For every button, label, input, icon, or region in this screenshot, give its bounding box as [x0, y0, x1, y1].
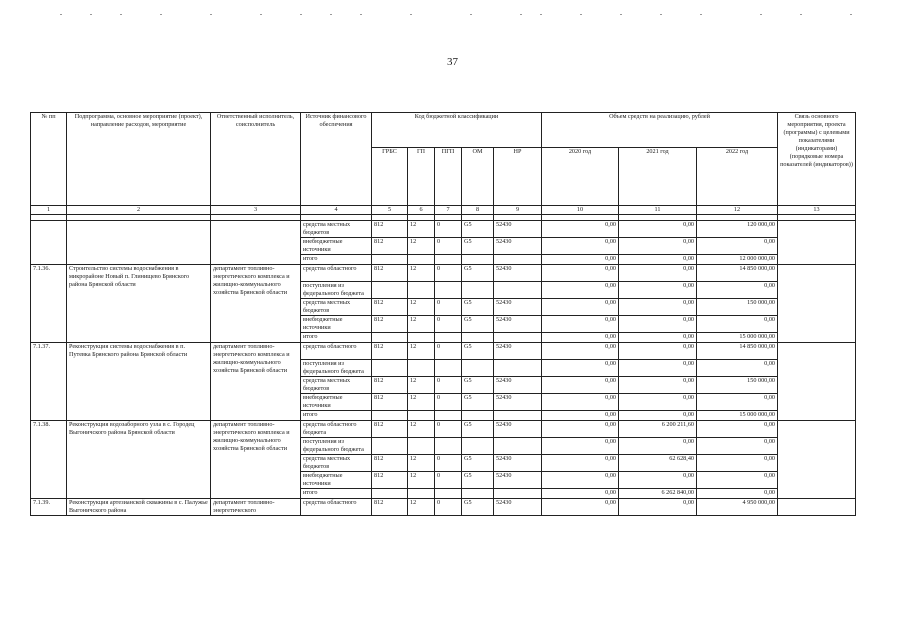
- value-2022-cell: 15 000 000,00: [697, 411, 778, 421]
- pgp-cell: [435, 282, 462, 299]
- value-2021-cell: 0,00: [619, 377, 697, 394]
- value-2021-cell: 62 628,40: [619, 455, 697, 472]
- gp-cell: 12: [408, 377, 435, 394]
- pgp-cell: [435, 411, 462, 421]
- om-cell: G5: [462, 343, 494, 360]
- value-2020-cell: 0,00: [542, 238, 619, 255]
- om-cell: G5: [462, 316, 494, 333]
- responsible-cell: [211, 221, 301, 265]
- source-cell: итого: [301, 255, 372, 265]
- value-2021-cell: 0,00: [619, 333, 697, 343]
- value-2022-cell: 120 000,00: [697, 221, 778, 238]
- value-2022-cell: 14 850 000,00: [697, 265, 778, 282]
- column-number: 3: [211, 206, 301, 215]
- value-2020-cell: 0,00: [542, 499, 619, 516]
- gp-cell: 12: [408, 238, 435, 255]
- header-source: Источник финансового обеспечения: [301, 113, 372, 206]
- table-row: [31, 265, 856, 282]
- grbs-cell: [372, 282, 408, 299]
- gp-cell: [408, 255, 435, 265]
- gp-cell: 12: [408, 343, 435, 360]
- num-cell: [31, 221, 67, 265]
- np-cell: 52430: [494, 421, 542, 438]
- source-cell: итого: [301, 411, 372, 421]
- np-cell: [494, 489, 542, 499]
- om-cell: [462, 411, 494, 421]
- value-2020-cell: 0,00: [542, 282, 619, 299]
- page-number: 37: [447, 56, 458, 68]
- om-cell: [462, 282, 494, 299]
- item-number: 7.1.37.: [31, 343, 67, 421]
- pgp-cell: 0: [435, 299, 462, 316]
- header-2020: 2020 год: [542, 148, 619, 206]
- source-cell: внебюджетные источники: [301, 472, 372, 489]
- value-2021-cell: 0,00: [619, 411, 697, 421]
- value-2020-cell: 0,00: [542, 455, 619, 472]
- gp-cell: 12: [408, 421, 435, 438]
- column-number: 6: [408, 206, 435, 215]
- header-subprogram: Подпрограмма, основное мероприятие (проект), направление расходов, мероприятие: [67, 113, 211, 206]
- om-cell: [462, 360, 494, 377]
- pgp-cell: 0: [435, 472, 462, 489]
- om-cell: G5: [462, 499, 494, 516]
- value-2022-cell: 0,00: [697, 455, 778, 472]
- header-om: ОМ: [462, 148, 494, 206]
- value-2022-cell: 0,00: [697, 421, 778, 438]
- pgp-cell: [435, 438, 462, 455]
- item-number: 7.1.39.: [31, 499, 67, 516]
- grbs-cell: 812: [372, 472, 408, 489]
- value-2022-cell: 150 000,00: [697, 299, 778, 316]
- pgp-cell: 0: [435, 455, 462, 472]
- link-cell: [778, 221, 856, 265]
- title-cell: [67, 221, 211, 265]
- grbs-cell: [372, 489, 408, 499]
- source-cell: поступления из федерального бюджета: [301, 360, 372, 377]
- gp-cell: 12: [408, 394, 435, 411]
- om-cell: G5: [462, 421, 494, 438]
- source-cell: поступления из федерального бюджета: [301, 282, 372, 299]
- column-number-row: [31, 206, 856, 215]
- value-2020-cell: 0,00: [542, 489, 619, 499]
- gp-cell: [408, 489, 435, 499]
- value-2021-cell: 0,00: [619, 360, 697, 377]
- np-cell: 52430: [494, 299, 542, 316]
- item-title: Строительство системы водоснабжения в микрорайоне Новый п. Глинищево Брянского района Брянской области: [67, 265, 211, 343]
- np-cell: [494, 333, 542, 343]
- source-cell: итого: [301, 333, 372, 343]
- header-link: Связь основного мероприятия, проекта (программы) с целевыми показателями (индикаторами) (порядковые номера показателей (индикаторов)): [778, 113, 856, 206]
- value-2020-cell: 0,00: [542, 265, 619, 282]
- gp-cell: 12: [408, 316, 435, 333]
- om-cell: G5: [462, 377, 494, 394]
- grbs-cell: 812: [372, 394, 408, 411]
- np-cell: 52430: [494, 455, 542, 472]
- item-link: [778, 343, 856, 421]
- header-2022: 2022 год: [697, 148, 778, 206]
- value-2021-cell: 0,00: [619, 438, 697, 455]
- om-cell: [462, 438, 494, 455]
- table-row: [31, 499, 856, 516]
- om-cell: [462, 489, 494, 499]
- grbs-cell: [372, 360, 408, 377]
- source-cell: средства местных бюджетов: [301, 455, 372, 472]
- grbs-cell: 812: [372, 265, 408, 282]
- gp-cell: [408, 333, 435, 343]
- value-2020-cell: 0,00: [542, 377, 619, 394]
- table-row: [31, 343, 856, 360]
- grbs-cell: [372, 255, 408, 265]
- value-2020-cell: 0,00: [542, 421, 619, 438]
- np-cell: 52430: [494, 316, 542, 333]
- column-number: 9: [494, 206, 542, 215]
- pgp-cell: [435, 489, 462, 499]
- grbs-cell: 812: [372, 316, 408, 333]
- value-2021-cell: 0,00: [619, 255, 697, 265]
- om-cell: G5: [462, 299, 494, 316]
- budget-table: [30, 112, 856, 516]
- np-cell: [494, 438, 542, 455]
- value-2020-cell: 0,00: [542, 316, 619, 333]
- value-2021-cell: 0,00: [619, 282, 697, 299]
- item-link: [778, 265, 856, 343]
- column-number: 2: [67, 206, 211, 215]
- item-link: [778, 499, 856, 516]
- np-cell: [494, 282, 542, 299]
- value-2022-cell: 0,00: [697, 238, 778, 255]
- value-2020-cell: 0,00: [542, 255, 619, 265]
- value-2020-cell: 0,00: [542, 472, 619, 489]
- om-cell: G5: [462, 221, 494, 238]
- om-cell: G5: [462, 472, 494, 489]
- om-cell: G5: [462, 238, 494, 255]
- source-cell: средства местных бюджетов: [301, 299, 372, 316]
- item-responsible: департамент топливно-энергетического: [211, 499, 301, 516]
- grbs-cell: [372, 333, 408, 343]
- value-2022-cell: 15 000 000,00: [697, 333, 778, 343]
- source-cell: поступления из федерального бюджета: [301, 438, 372, 455]
- np-cell: 52430: [494, 377, 542, 394]
- value-2022-cell: 0,00: [697, 472, 778, 489]
- gp-cell: [408, 438, 435, 455]
- column-number: 10: [542, 206, 619, 215]
- gp-cell: 12: [408, 299, 435, 316]
- om-cell: G5: [462, 455, 494, 472]
- value-2021-cell: 0,00: [619, 221, 697, 238]
- np-cell: [494, 411, 542, 421]
- source-cell: внебюджетные источники: [301, 238, 372, 255]
- gp-cell: 12: [408, 499, 435, 516]
- source-cell: средства областного: [301, 343, 372, 360]
- gp-cell: 12: [408, 265, 435, 282]
- pgp-cell: [435, 360, 462, 377]
- np-cell: 52430: [494, 343, 542, 360]
- grbs-cell: 812: [372, 238, 408, 255]
- value-2021-cell: 0,00: [619, 299, 697, 316]
- source-cell: средства областного: [301, 265, 372, 282]
- value-2021-cell: 0,00: [619, 343, 697, 360]
- value-2021-cell: 6 200 211,60: [619, 421, 697, 438]
- pgp-cell: 0: [435, 499, 462, 516]
- item-responsible: департамент топливно-энергетического комплекса и жилищно-коммунального хозяйства Брянской области: [211, 421, 301, 499]
- grbs-cell: 812: [372, 421, 408, 438]
- np-cell: 52430: [494, 265, 542, 282]
- value-2022-cell: 0,00: [697, 394, 778, 411]
- pgp-cell: 0: [435, 221, 462, 238]
- gp-cell: 12: [408, 472, 435, 489]
- item-responsible: департамент топливно-энергетического комплекса и жилищно-коммунального хозяйства Брянской области: [211, 343, 301, 421]
- column-number: 4: [301, 206, 372, 215]
- pgp-cell: [435, 333, 462, 343]
- value-2020-cell: 0,00: [542, 394, 619, 411]
- np-cell: [494, 360, 542, 377]
- header-np: НР: [494, 148, 542, 206]
- header-num: № пп: [31, 113, 67, 206]
- source-cell: внебюджетные источники: [301, 316, 372, 333]
- pgp-cell: 0: [435, 394, 462, 411]
- header-row-1: [31, 113, 856, 148]
- column-number: 8: [462, 206, 494, 215]
- np-cell: [494, 255, 542, 265]
- item-title: Реконструкция артезианской скважины в с. Палужье Выгоничского района: [67, 499, 211, 516]
- header-volume: Объем средств на реализацию, рублей: [542, 113, 778, 148]
- value-2021-cell: 0,00: [619, 265, 697, 282]
- value-2022-cell: 4 950 000,00: [697, 499, 778, 516]
- grbs-cell: [372, 438, 408, 455]
- np-cell: 52430: [494, 221, 542, 238]
- value-2022-cell: 0,00: [697, 360, 778, 377]
- item-number: 7.1.36.: [31, 265, 67, 343]
- value-2020-cell: 0,00: [542, 221, 619, 238]
- value-2022-cell: 0,00: [697, 282, 778, 299]
- item-title: Реконструкция системы водоснабжения в п. Путевка Брянского района Брянской области: [67, 343, 211, 421]
- gp-cell: [408, 411, 435, 421]
- source-cell: внебюджетные источники: [301, 394, 372, 411]
- pgp-cell: 0: [435, 421, 462, 438]
- om-cell: G5: [462, 265, 494, 282]
- np-cell: 52430: [494, 499, 542, 516]
- column-number: 7: [435, 206, 462, 215]
- value-2022-cell: 14 850 000,00: [697, 343, 778, 360]
- grbs-cell: 812: [372, 499, 408, 516]
- item-responsible: департамент топливно-энергетического комплекса и жилищно-коммунального хозяйства Брянской области: [211, 265, 301, 343]
- source-cell: средства местных бюджетов: [301, 377, 372, 394]
- pgp-cell: 0: [435, 238, 462, 255]
- grbs-cell: 812: [372, 343, 408, 360]
- header-grbs: ГРБС: [372, 148, 408, 206]
- source-cell: средства областного: [301, 499, 372, 516]
- om-cell: [462, 255, 494, 265]
- source-cell: средства местных бюджетов: [301, 221, 372, 238]
- value-2022-cell: 0,00: [697, 438, 778, 455]
- source-cell: итого: [301, 489, 372, 499]
- pgp-cell: 0: [435, 316, 462, 333]
- om-cell: G5: [462, 394, 494, 411]
- value-2021-cell: 0,00: [619, 316, 697, 333]
- value-2020-cell: 0,00: [542, 333, 619, 343]
- header-responsible: Ответственный исполнитель, соисполнитель: [211, 113, 301, 206]
- value-2022-cell: 12 000 000,00: [697, 255, 778, 265]
- value-2020-cell: 0,00: [542, 411, 619, 421]
- value-2021-cell: 0,00: [619, 472, 697, 489]
- grbs-cell: 812: [372, 221, 408, 238]
- value-2022-cell: 0,00: [697, 316, 778, 333]
- pgp-cell: 0: [435, 377, 462, 394]
- pgp-cell: 0: [435, 343, 462, 360]
- gp-cell: 12: [408, 455, 435, 472]
- np-cell: 52430: [494, 394, 542, 411]
- table-row: [31, 221, 856, 238]
- item-title: Реконструкция водозаборного узла в с. Городец Выгоничского района Брянской области: [67, 421, 211, 499]
- value-2020-cell: 0,00: [542, 438, 619, 455]
- value-2021-cell: 0,00: [619, 499, 697, 516]
- item-number: 7.1.38.: [31, 421, 67, 499]
- grbs-cell: 812: [372, 299, 408, 316]
- om-cell: [462, 333, 494, 343]
- gp-cell: [408, 360, 435, 377]
- np-cell: 52430: [494, 238, 542, 255]
- header-gp: ГП: [408, 148, 435, 206]
- scan-noise: [0, 14, 905, 20]
- grbs-cell: 812: [372, 377, 408, 394]
- value-2022-cell: 0,00: [697, 489, 778, 499]
- column-number: 5: [372, 206, 408, 215]
- np-cell: 52430: [494, 472, 542, 489]
- header-pgp: ПГП: [435, 148, 462, 206]
- table-row: [31, 421, 856, 438]
- column-number: 1: [31, 206, 67, 215]
- value-2021-cell: 0,00: [619, 394, 697, 411]
- item-link: [778, 421, 856, 499]
- value-2021-cell: 6 262 840,00: [619, 489, 697, 499]
- gp-cell: [408, 282, 435, 299]
- pgp-cell: [435, 255, 462, 265]
- value-2020-cell: 0,00: [542, 343, 619, 360]
- value-2020-cell: 0,00: [542, 360, 619, 377]
- grbs-cell: [372, 411, 408, 421]
- grbs-cell: 812: [372, 455, 408, 472]
- value-2020-cell: 0,00: [542, 299, 619, 316]
- column-number: 13: [778, 206, 856, 215]
- header-2021: 2021 год: [619, 148, 697, 206]
- value-2021-cell: 0,00: [619, 238, 697, 255]
- pgp-cell: 0: [435, 265, 462, 282]
- column-number: 11: [619, 206, 697, 215]
- header-budget-code: Код бюджетной классификации: [372, 113, 542, 148]
- source-cell: средства областного бюджета: [301, 421, 372, 438]
- value-2022-cell: 150 000,00: [697, 377, 778, 394]
- column-number: 12: [697, 206, 778, 215]
- gp-cell: 12: [408, 221, 435, 238]
